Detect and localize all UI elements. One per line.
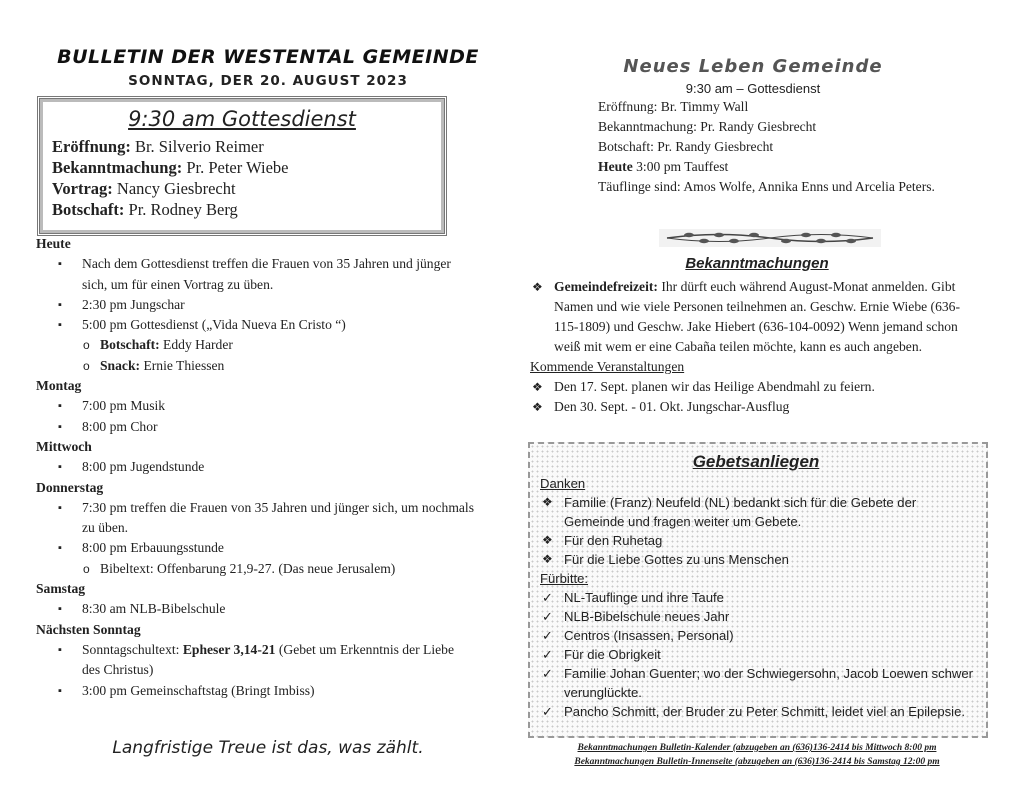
weekly-schedule: [36, 234, 496, 701]
event-item: ❖ Den 17. Sept. planen wir das Heilige Abendmahl zu feiern.: [530, 377, 984, 397]
intercession-item: ✓ Familie Johan Guenter; wo der Schwiegersohn, Jacob Loewen schwer verunglückte.: [540, 664, 976, 702]
bulletin-title: BULLETIN DER WESTENTAL GEMEINDE: [57, 46, 479, 68]
footer-notes: [530, 741, 984, 769]
day-heading: Nächsten Sonntag: [36, 621, 141, 637]
service-row: Vortrag: Nancy Giesbrecht: [52, 179, 236, 198]
thanks-item: ❖ Familie (Franz) Neufeld (NL) bedankt sich für die Gebete der Gemeinde und fragen weiter um Gebete.: [540, 493, 976, 531]
schedule-item: ▪ 5:00 pm Gottesdienst („Vida Nueva En Cristo “): [36, 315, 496, 335]
thanks-heading: Danken: [540, 476, 586, 491]
bulletin-date: SONNTAG, DER 20. AUGUST 2023: [128, 73, 408, 89]
service-box-title: 9:30 am Gottesdienst: [128, 107, 356, 131]
intercession-heading: Fürbitte:: [540, 571, 589, 586]
church-service-info: [598, 97, 968, 197]
motto: Langfristige Treue ist das, was zählt.: [112, 738, 424, 758]
intercession-item: ✓ Für die Obrigkeit: [540, 645, 976, 664]
schedule-item: ▪ 2:30 pm Jungschar: [36, 295, 496, 315]
prayer-title: Gebetsanliegen: [692, 452, 820, 471]
schedule-item: ▪ 3:00 pm Gemeinschaftstag (Bringt Imbiss): [36, 681, 496, 701]
intercession-item: ✓ Pancho Schmitt, der Bruder zu Peter Schmitt, leidet viel an Epilepsie.: [540, 702, 976, 721]
schedule-item: ▪ 8:00 pm Erbauungsstunde: [36, 538, 496, 558]
day-heading: Heute: [36, 236, 71, 251]
info-line: Bekanntmachung: Pr. Randy Giesbrecht: [598, 119, 817, 134]
announcements-body: [530, 277, 984, 417]
service-box-lines: [52, 136, 288, 220]
schedule-item: ▪ 8:00 pm Chor: [36, 417, 496, 437]
info-line: Täuflinge sind: Amos Wolfe, Annika Enns und Arcelia Peters.: [598, 179, 935, 194]
schedule-item: ▪ 7:00 pm Musik: [36, 396, 496, 416]
church-service-time: 9:30 am – Gottesdienst: [685, 81, 821, 96]
schedule-item: ▪ 7:30 pm treffen die Frauen von 35 Jahren und jünger sich, um nochmals zu üben.: [36, 498, 496, 539]
schedule-item: ▪ Nach dem Gottesdienst treffen die Frauen von 35 Jahren und jünger sich, um für einen Vortrag zu üben.: [36, 254, 496, 295]
intercession-item: ✓ NLB-Bibelschule neues Jahr: [540, 607, 976, 626]
day-heading: Samstag: [36, 581, 86, 597]
service-row: Botschaft: Pr. Rodney Berg: [52, 200, 238, 219]
footer-line: Bekanntmachungen Bulletin-Kalender (abzugeben an (636)136-2414 bis Mittwoch 8:00 pm: [577, 743, 937, 753]
service-row: Bekanntmachung: Pr. Peter Wiebe: [52, 158, 289, 177]
schedule-subitem: o Snack: Ernie Thiessen: [36, 356, 496, 376]
schedule-subitem: o Botschaft: Eddy Harder: [36, 335, 496, 355]
announcement-item: ❖ Gemeindefreizeit: Ihr dürft euch während August-Monat anmelden. Gibt Namen und wie viele Personen teilnehmen an. Geschw. Ernie Wiebe (636-115-1809) und Geschw. Jake Hiebert (636-104-0092) Wenn jemand schon weiß mit wem er eine Cabaña teilen möchte, kann es auch angeben.: [530, 277, 984, 357]
info-line: Eröffnung: Br. Timmy Wall: [598, 99, 749, 114]
schedule-subitem: o Bibeltext: Offenbarung 21,9-27. (Das neue Jerusalem): [36, 559, 496, 579]
service-row: Eröffnung: Br. Silverio Reimer: [52, 137, 264, 156]
ornament-divider: [659, 229, 881, 247]
prayer-list: [540, 474, 976, 721]
thanks-item: ❖ Für die Liebe Gottes zu uns Menschen: [540, 550, 976, 569]
thanks-item: ❖ Für den Ruhetag: [540, 531, 976, 550]
schedule-item: ▪ 8:30 am NLB-Bibelschule: [36, 599, 496, 619]
info-line: Botschaft: Pr. Randy Giesbrecht: [598, 139, 774, 154]
day-heading: Donnerstag: [36, 479, 104, 495]
intercession-item: ✓ Centros (Insassen, Personal): [540, 626, 976, 645]
schedule-item: ▪ Sonntagschultext: Epheser 3,14-21 (Gebet um Erkenntnis der Liebe des Christus): [36, 640, 496, 681]
announcements-title: Bekanntmachungen: [685, 255, 829, 272]
event-item: ❖ Den 30. Sept. - 01. Okt. Jungschar-Ausflug: [530, 397, 984, 417]
vine-ornament-icon: [659, 229, 881, 247]
day-heading: Mittwoch: [36, 438, 92, 454]
schedule-item: ▪ 8:00 pm Jugendstunde: [36, 457, 496, 477]
info-line: Heute 3:00 pm Tauffest: [598, 159, 729, 174]
day-heading: Montag: [36, 378, 82, 394]
intercession-item: ✓ NL-Tauflinge und ihre Taufe: [540, 588, 976, 607]
events-heading: Kommende Veranstaltungen: [530, 359, 685, 374]
church-title: Neues Leben Gemeinde: [623, 56, 883, 77]
footer-line: Bekanntmachungen Bulletin-Innenseite (abzugeben an (636)136-2414 bis Samstag 12:00 pm: [574, 757, 940, 767]
